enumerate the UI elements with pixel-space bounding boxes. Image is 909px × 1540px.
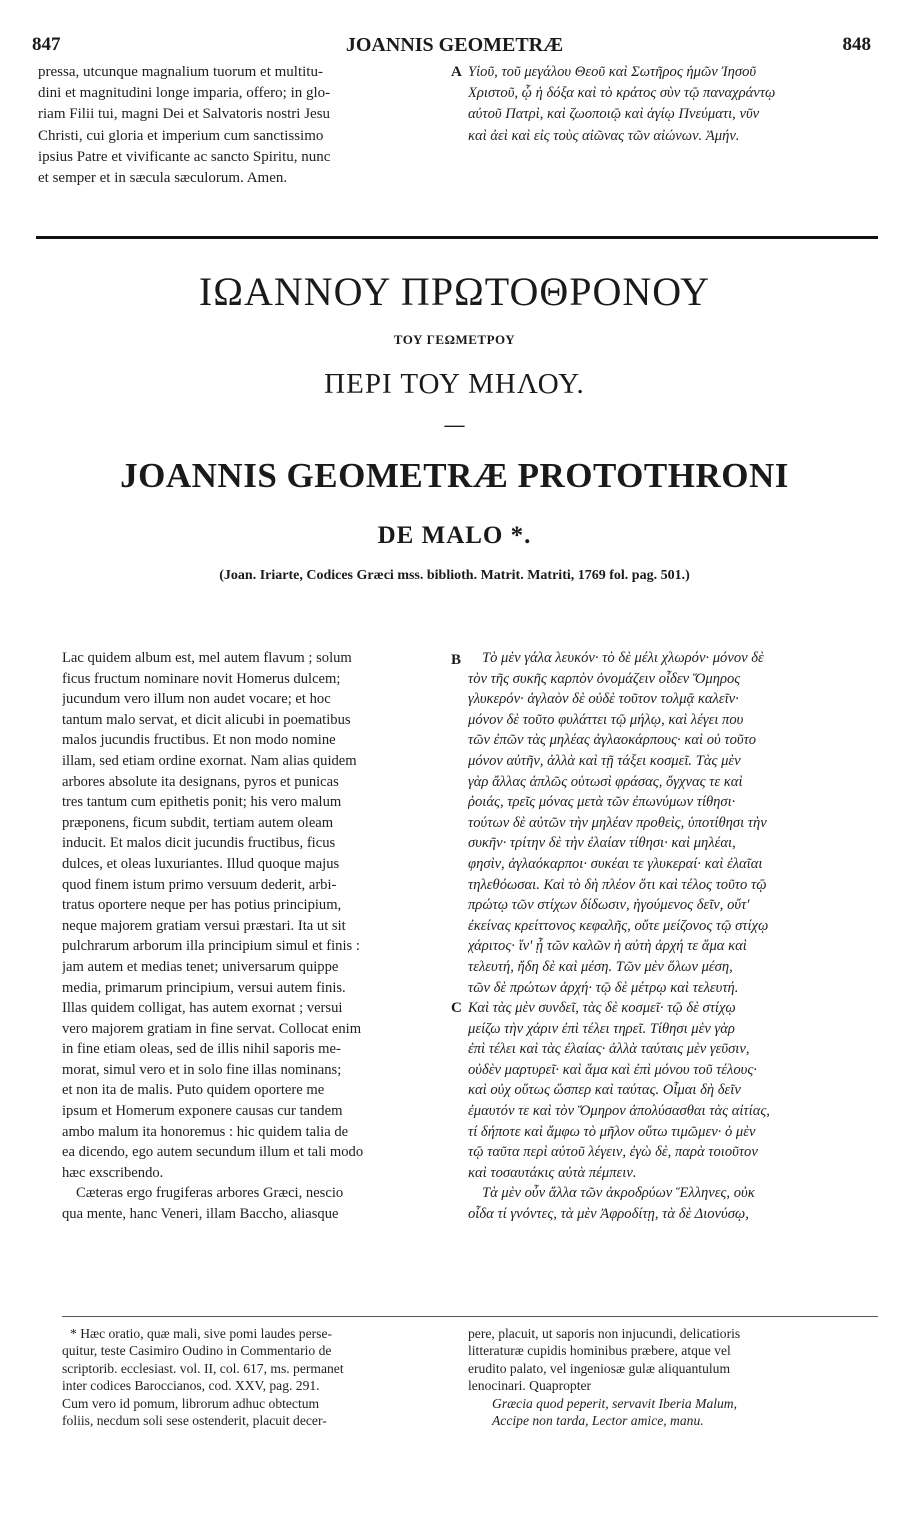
text-line: inducit. Et malos dicit jucundis fructibus, ficus — [62, 835, 336, 852]
text-line: Christi, cui gloria et imperium cum sanctissimo — [38, 127, 324, 144]
text-line: quod finem istum primo versuum dederit, arbi- — [62, 876, 337, 893]
text-line: μόνον δὲ τοῦτο φυλάττει τῷ μήλῳ, καὶ λέγει που — [468, 711, 744, 728]
running-title: JOANNIS GEOMETRÆ — [345, 34, 564, 56]
text-line: et semper et in sæcula sæculorum. Amen. — [38, 170, 288, 187]
text-line: τῶν ἐπῶν τὰς μηλέας ἀγλαοκάρπους· καὶ οὐ τοῦτο — [468, 732, 757, 749]
footnote-right — [468, 1325, 878, 1429]
text-line: dini et magnitudini longe imparia, offero; in glo- — [38, 85, 331, 102]
text-line: αὐτοῦ Πατρὶ, καὶ ζωοποιῷ καὶ ἁγίῳ Πνεύματι, νῦν — [468, 106, 760, 123]
latin-body-column — [62, 648, 442, 1225]
text-line: χάριτος· ἵν' ᾖ τῶν καλῶν ἡ αὐτὴ ἀρχή τε ἅμα καὶ — [468, 938, 747, 955]
text-line: τῶν δὲ πρώτων ἀρχή· τῷ δὲ μέτρῳ καὶ τελευτή. — [468, 979, 739, 996]
margin-letter-b: B — [451, 652, 462, 668]
text-line: in fine etiam oleas, sed de illis nihil saporis me- — [62, 1041, 341, 1058]
greek-main-title: ΙΩΑΝΝΟΥ ΠΡΩΤΟΘΡΟΝΟΥ — [198, 269, 711, 314]
section-divider — [36, 236, 878, 239]
text-line: μείζω τὴν χάριν ἐπὶ τέλει τηρεῖ. Τίθησι μὲν γὰρ — [468, 1020, 735, 1037]
footnote-line: pere, placuit, ut saporis non injucundi, delicatioris — [468, 1326, 741, 1341]
footnote-line: scriptorib. ecclesiast. vol. II, col. 617, ms. permanet — [62, 1360, 344, 1376]
top-greek-column — [468, 62, 878, 147]
text-line: ἐπὶ τέλει καὶ τὰς ἐλαίας· ἀλλὰ ταύταις μὲν γεῦσιν, — [468, 1041, 750, 1058]
text-line: ἐκείνας κρείττονος κεφαλῆς, οὔτε μείζονος τῷ στίχῳ — [468, 917, 769, 934]
text-line: et non ita de malis. Puto quidem oportere me — [62, 1082, 325, 1099]
text-line: ῥοιάς, τρεῖς μόνας μετὰ τῶν ἐπωνύμων τίθησι· — [468, 794, 736, 811]
footnote-line: inter codices Baroccianos, cod. XXV, pag. 291. — [62, 1378, 320, 1394]
text-line: tantum malo servat, et dicit alicubi in poematibus — [62, 711, 351, 728]
text-line: media, primarum principium, versui autem finis. — [62, 979, 346, 996]
text-line: Καὶ τὰς μὲν συνδεῖ, τὰς δὲ κοσμεῖ· τῷ δὲ στίχῳ — [468, 1000, 736, 1017]
text-line: Χριστοῦ, ᾧ ἡ δόξα καὶ τὸ κράτος σὺν τῷ παναχράντῳ — [468, 85, 776, 102]
text-line: Τὸ μὲν γάλα λευκόν· τὸ δὲ μέλι χλωρόν· μόνον δὲ — [482, 650, 764, 666]
text-line: præponens, ficum subdit, tertiam autem oleam — [62, 814, 334, 831]
right-page-number: 848 — [842, 34, 871, 55]
text-line: morat, simul vero et in solo fine illas nominans; — [62, 1061, 342, 1078]
footnote-line: foliis, necdum soli sese ostenderit, placuit decer- — [62, 1413, 327, 1429]
text-line: οἶδα τί γνόντες, τὰ μὲν Ἀφροδίτῃ, τὰ δὲ Διονύσῳ, — [468, 1206, 749, 1223]
text-line: Υἱοῦ, τοῦ μεγάλου Θεοῦ καὶ Σωτῆρος ἡμῶν Ἰησοῦ — [468, 64, 757, 80]
margin-letter-c: C — [451, 1000, 462, 1016]
text-line: Lac quidem album est, mel autem flavum ; solum — [62, 650, 352, 666]
footnote-verse-line: Græcia quod peperit, servavit Iberia Malum, — [492, 1395, 738, 1411]
text-line: τηλεθόωσαι. Καὶ τὸ δὴ πλέον ὅτι καὶ τέλος τοῦτο τῷ — [468, 876, 767, 893]
text-line: dulces, et oleas luxuriantes. Illud quoque majus — [62, 855, 340, 872]
text-line: tratus oportere neque per has potius principium, — [62, 897, 342, 914]
text-line: qua mente, hanc Veneri, illam Baccho, aliasque — [62, 1206, 339, 1223]
text-line: γὰρ ἄλλας ἁπλῶς οὑτωσὶ φράσας, ὄγχνας τε καὶ — [468, 773, 743, 790]
top-latin-column — [38, 62, 444, 189]
text-line: γλυκερόν· ἀγλαὸν δὲ οὐδὲ τοῦτον τολμᾷ καλεῖν· — [468, 691, 739, 708]
footnote-left — [62, 1325, 442, 1429]
text-line: tres tantum cum epithetis ponit; his vero malum — [62, 794, 342, 811]
footnote-line: Cum vero id pomum, librorum adhuc obtectum — [62, 1395, 320, 1411]
text-line: jucundum vero illum non audet vocare; et hoc — [62, 691, 331, 708]
text-line: τῷ ταῦτα περὶ αὐτοῦ λέγειν, ἐγὼ δὲ, παρὰ τοιοῦτον — [468, 1144, 758, 1161]
left-page-number: 847 — [32, 34, 61, 55]
text-line: ficus fructum nominare novit Homerus dulcem; — [62, 670, 341, 687]
text-line: pressa, utcunque magnalium tuorum et multitu- — [38, 64, 323, 80]
text-line: illam, sed etiam ordine exornat. Nam alias quidem — [62, 752, 357, 769]
text-line: τί δήποτε καὶ ἄμφω τὸ μῆλον οὕτω τιμῶμεν· ὁ μὲν — [468, 1123, 756, 1140]
text-line: Illas quidem colligat, has autem exornat ; versui — [62, 1000, 343, 1017]
text-line: πρώτῳ τῶν στίχων δίδωσιν, ἡγούμενος δεῖν, οὔτ' — [468, 897, 750, 914]
text-line: hæc exscribendo. — [62, 1164, 164, 1181]
latin-main-title: JOANNIS GEOMETRÆ PROTOTHRONI — [120, 456, 789, 495]
text-line: καὶ ἀεὶ καὶ εἰς τοὺς αἰῶνας τῶν αἰώνων. Ἀμήν. — [468, 127, 740, 144]
footnote-line: quitur, teste Casimiro Oudino in Commentario de — [62, 1343, 332, 1359]
text-line: τελευτή, ἤδη δὲ καὶ μέση. Τῶν μὲν ὅλων μέση, — [468, 958, 733, 975]
greek-body-column — [468, 648, 878, 1225]
text-line: φησὶν, ἀγλαόκαρποι· συκέαι τε γλυκεραί· καὶ ἐλαῖαι — [468, 855, 763, 872]
text-line: vero majorem gratiam in fine servat. Collocat enim — [62, 1020, 362, 1037]
greek-topic-title: ΠΕΡΙ ΤΟΥ ΜΗΛΟΥ. — [324, 368, 585, 400]
text-line: ea dicendo, ego autem secundum illum et tali modo — [62, 1144, 364, 1161]
text-line: jam autem et medias tenet; universarum quippe — [62, 958, 339, 975]
footnote-line: * Hæc oratio, quæ mali, sive pomi laudes perse- — [70, 1326, 333, 1341]
text-line: τὸν τῆς συκῆς καρπὸν ὀνομάζειν οἶδεν Ὅμηρος — [468, 670, 741, 687]
text-line: ipsius Patre et vivificante ac sancto Spiritu, nunc — [38, 148, 331, 165]
text-line: ambo malum ita honoremus : hic quidem talia de — [62, 1123, 349, 1140]
title-dash: — — [444, 414, 465, 436]
text-line: μόνον αὐτῆν, ἀλλὰ καὶ τῇ τάξει κοσμεῖ. Τὰς μὲν — [468, 752, 741, 769]
text-line: riam Filii tui, magni Dei et Salvatoris nostri Jesu — [38, 106, 331, 123]
footnote-line: litteraturæ cupidis hominibus præbere, atque vel — [468, 1343, 731, 1359]
footnote-line: lenocinari. Quapropter — [468, 1378, 592, 1394]
source-citation: (Joan. Iriarte, Codices Græci mss. biblioth. Matrit. Matriti, 1769 fol. pag. 501.) — [219, 568, 690, 583]
text-line: ἐμαυτόν τε καὶ τὸν Ὅμηρον ἀπολύσασθαι τὰς αἰτίας, — [468, 1103, 770, 1120]
text-line: ipsum et Homerum exponere causas cur tandem — [62, 1103, 343, 1120]
greek-subtitle: ΤΟΥ ΓΕΩΜΕΤΡΟΥ — [393, 332, 516, 347]
text-line: pulchrarum arborum illa principium simul et finis : — [62, 938, 360, 955]
footnote-line: erudito palato, vel ingeniosæ gulæ aliquantulum — [468, 1360, 731, 1376]
text-line: malos jucundis fructibus. Et non modo nomine — [62, 732, 336, 749]
text-line: neque majorem gratiam versui præstari. Ita ut sit — [62, 917, 346, 934]
margin-letter-a: A — [451, 64, 462, 80]
footnote-verse-line: Accipe non tarda, Lector amice, manu. — [492, 1413, 704, 1429]
text-line: συκῆν· τρίτην δὲ τὴν ἐλαίαν τίθησι· καὶ μηλέαι, — [468, 835, 736, 852]
text-line: καὶ οὐχ οὕτως ὥσπερ καὶ ταύτας. Οἶμαι δὴ δεῖν — [468, 1082, 741, 1099]
text-line: arbores absolute ita designans, pyros et punicas — [62, 773, 339, 790]
footnote-divider — [62, 1316, 878, 1317]
latin-topic-title: DE MALO *. — [377, 522, 532, 549]
text-line: οὐδὲν μαρτυρεῖ· καὶ ἅμα καὶ ἐπὶ μόνου τοῦ τέλους· — [468, 1061, 757, 1078]
text-line: Cæteras ergo frugiferas arbores Græci, nescio — [76, 1185, 344, 1202]
text-line: καὶ τοσαυτάκις αὐτὰ πέμπειν. — [468, 1164, 637, 1181]
text-line: τούτων δὲ αὐτῶν τὴν μηλέαν προθεὶς, ὑποτίθησι τὴν — [468, 814, 767, 831]
text-line: Τὰ μὲν οὖν ἄλλα τῶν ἀκροδρύων Ἕλληνες, οὐκ — [482, 1185, 755, 1202]
